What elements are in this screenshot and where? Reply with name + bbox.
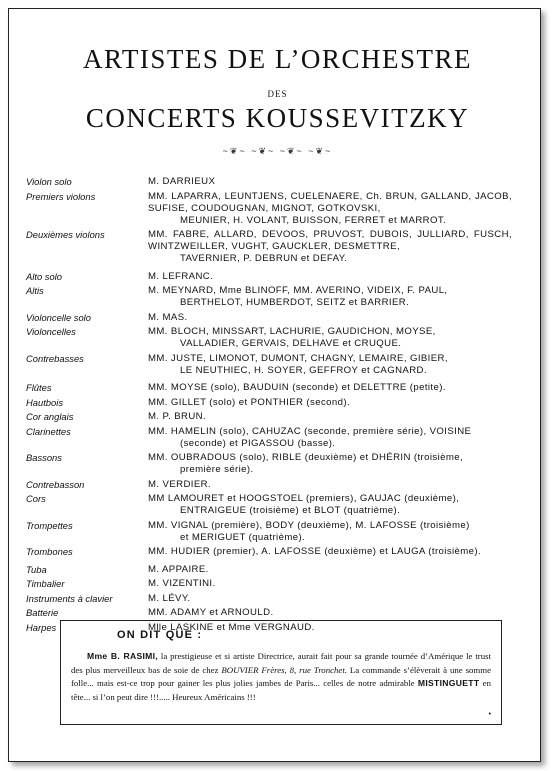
orchestra-roster (26, 176, 512, 636)
notice-box (60, 620, 502, 725)
instrument-label: Hautbois (26, 396, 64, 408)
instrument-label: Batterie (26, 607, 59, 618)
instrument-label: Cor anglais (26, 411, 74, 422)
instrument-label: Contrebasson (26, 478, 85, 490)
musician-names (148, 493, 512, 517)
instrument-label: Bassons (26, 452, 62, 463)
notice-title: ON DIT QUE : (117, 629, 203, 641)
notice-name: Mme B. RASIMI, (87, 651, 159, 661)
roster-row (26, 191, 512, 227)
roster-row (26, 411, 512, 423)
musician-names-line: MM. LAPARRA, LEUNTJENS, CUELENAERE, Ch. BRUN, GALLAND, JACOB, SUFISE, COUDOUGNAN, MIGNOT, GOTKOVSKI, (148, 190, 512, 214)
instrument-label: Flûtes (26, 382, 52, 393)
musician-names-line: M. MEYNARD, Mme BLINOFF, MM. AVERINO, VIDEIX, F. PAUL, (148, 285, 448, 296)
ornament-divider: ~❦~ ~❦~ ~❦~ ~❦~ (222, 146, 333, 156)
musician-names (148, 229, 512, 265)
notice-star: MISTINGUETT (417, 678, 480, 688)
instrument-label: Tuba (26, 563, 47, 575)
instrument-label: Harpes (26, 621, 57, 633)
musician-names (148, 271, 512, 283)
musician-names-continuation: première série). (180, 464, 254, 475)
notice-text-part2: La commande s’élèverait à une somme folle... mais est-ce trop pour gainer les plus jolies jambes de Paris... celles de notre admirable (71, 664, 491, 688)
musician-names (148, 382, 512, 394)
musician-names-continuation: LE NEUTHIEC, H. SOYER, GEFFROY et CAGNARD. (180, 364, 427, 376)
roster-row (26, 176, 512, 188)
instrument-label: Trombones (26, 546, 73, 557)
musician-names (148, 479, 512, 491)
notice-text-part3: en tête... si l’on peut dire !!!..... Heureux Américains !!! (71, 678, 491, 702)
musician-names (148, 426, 512, 450)
musician-names (148, 546, 512, 558)
musician-names (148, 397, 512, 409)
musician-names (148, 411, 512, 423)
page-subtitle: CONCERTS KOUSSEVITZKY (85, 103, 470, 133)
musician-names-line: MM. ADAMY et ARNOULD. (148, 607, 274, 618)
roster-row (26, 397, 512, 409)
musician-names-continuation: (seconde) et PIGASSOU (basse). (180, 437, 336, 449)
instrument-label: Violoncelles (26, 326, 76, 337)
musician-names-continuation: BERTHELOT, HUMBERDOT, SEITZ et BARRIER. (180, 297, 410, 308)
roster-row (26, 479, 512, 491)
musician-names-line: M. DARRIEUX (148, 176, 216, 187)
musician-names-line: M. VERDIER. (148, 478, 212, 490)
musician-names-line: MM LAMOURET et HOOGSTOEL (premiers), GAUJAC (deuxième), (148, 493, 460, 504)
roster-row (26, 593, 512, 605)
page-title: ARTISTES DE L’ORCHESTRE (83, 44, 472, 74)
musician-names (148, 520, 512, 544)
roster-row (26, 578, 512, 590)
musician-names (148, 285, 512, 309)
musician-names-line: MM. JUSTE, LIMONOT, DUMONT, CHAGNY, LEMAIRE, GIBIER, (148, 352, 448, 364)
musician-names (148, 607, 512, 619)
roster-row (26, 229, 512, 265)
instrument-label: Trompettes (26, 519, 73, 531)
musician-names-line: MM. FABRE, ALLARD, DEVOOS, PRUVOST, DUBOIS, JULLIARD, FUSCH, WINTZWEILLER, VUGHT, GAUCKLER, DESMETTRE, (148, 229, 512, 252)
musician-names (148, 312, 512, 324)
instrument-label: Violoncelle solo (26, 311, 91, 323)
musician-names (148, 176, 512, 188)
musician-names-line: M. APPAIRE. (148, 563, 209, 575)
musician-names-line: MM. BLOCH, MINSSART, LACHURIE, GAUDICHON, MOYSE, (148, 326, 436, 337)
musician-names-line: M. MAS. (148, 311, 188, 323)
instrument-label: Premiers violons (26, 190, 96, 202)
roster-row (26, 520, 512, 544)
roster-row (26, 271, 512, 283)
musician-names-line: M. VIZENTINI. (148, 578, 216, 589)
musician-names-line: MM. HUDIER (premier), A. LAFOSSE (deuxième) et LAUGA (troisième). (148, 546, 482, 557)
notice-text-part1: la prestigieuse et si artiste Directrice, aurait fait pour sa grande tournée d’Amérique le trust des plus merveilleux bas de soie de chez (71, 651, 491, 675)
instrument-label: Contrebasses (26, 352, 84, 364)
instrument-label: Instruments à clavier (26, 592, 113, 604)
musician-names-continuation: ENTRAIGEUE (troisième) et BLOT (quatrième). (180, 505, 401, 516)
musician-names (148, 452, 512, 476)
roster-row (26, 607, 512, 619)
roster-row (26, 426, 512, 450)
musician-names-line: MM. OUBRADOUS (solo), RIBLE (deuxième) et DHÉRIN (troisième, (148, 452, 464, 463)
musician-names (148, 326, 512, 350)
musician-names-line: MM. VIGNAL (première), BODY (deuxième), M. LAFOSSE (troisième) (148, 519, 470, 531)
instrument-label: Altis (26, 285, 44, 296)
musician-names (148, 191, 512, 227)
musician-names-line: MM. MOYSE (solo), BAUDUIN (seconde) et DELETTRE (petite). (148, 382, 446, 393)
instrument-label: Timbalier (26, 578, 65, 589)
instrument-label: Cors (26, 493, 46, 504)
roster-row (26, 452, 512, 476)
musician-names-continuation: MEUNIER, H. VOLANT, BUISSON, FERRET et MARROT. (180, 214, 447, 226)
notice-shop: BOUVIER Frères, 8, rue Tronchet. (221, 664, 347, 675)
roster-row (26, 285, 512, 309)
instrument-label: Clarinettes (26, 425, 71, 437)
instrument-label: Deuxièmes violons (26, 229, 105, 240)
musician-names-continuation: VALLADIER, GERVAIS, DELHAVE et CRUQUE. (180, 338, 402, 349)
roster-row (26, 353, 512, 377)
musician-names (148, 353, 512, 377)
roster-row (26, 564, 512, 576)
musician-names-line: M. LÉVY. (148, 592, 191, 604)
musician-names-line: MM. GILLET (solo) et PONTHIER (second). (148, 396, 351, 408)
musician-names-line: Mlle LASKINE et Mme VERGNAUD. (148, 621, 315, 633)
roster-row (26, 326, 512, 350)
notice-text (71, 650, 491, 704)
musician-names (148, 593, 512, 605)
musician-names-continuation: TAVERNIER, P. DEBRUN et DEFAY. (180, 253, 348, 264)
roster-row (26, 312, 512, 324)
musician-names-continuation: et MERIGUET (quatrième). (180, 531, 306, 543)
roster-row (26, 493, 512, 517)
musician-names-line: M. LEFRANC. (148, 270, 214, 282)
roster-row (26, 382, 512, 394)
roster-row (26, 546, 512, 558)
musician-names (148, 564, 512, 576)
musician-names-line: M. P. BRUN. (148, 411, 207, 422)
instrument-label: Violon solo (26, 176, 72, 187)
musician-names-line: MM. HAMELIN (solo), CAHUZAC (seconde, première série), VOISINE (148, 425, 472, 437)
instrument-label: Alto solo (26, 270, 62, 282)
title-connector: DES (267, 89, 288, 99)
musician-names (148, 578, 512, 590)
notice-end-mark: • (488, 711, 491, 718)
